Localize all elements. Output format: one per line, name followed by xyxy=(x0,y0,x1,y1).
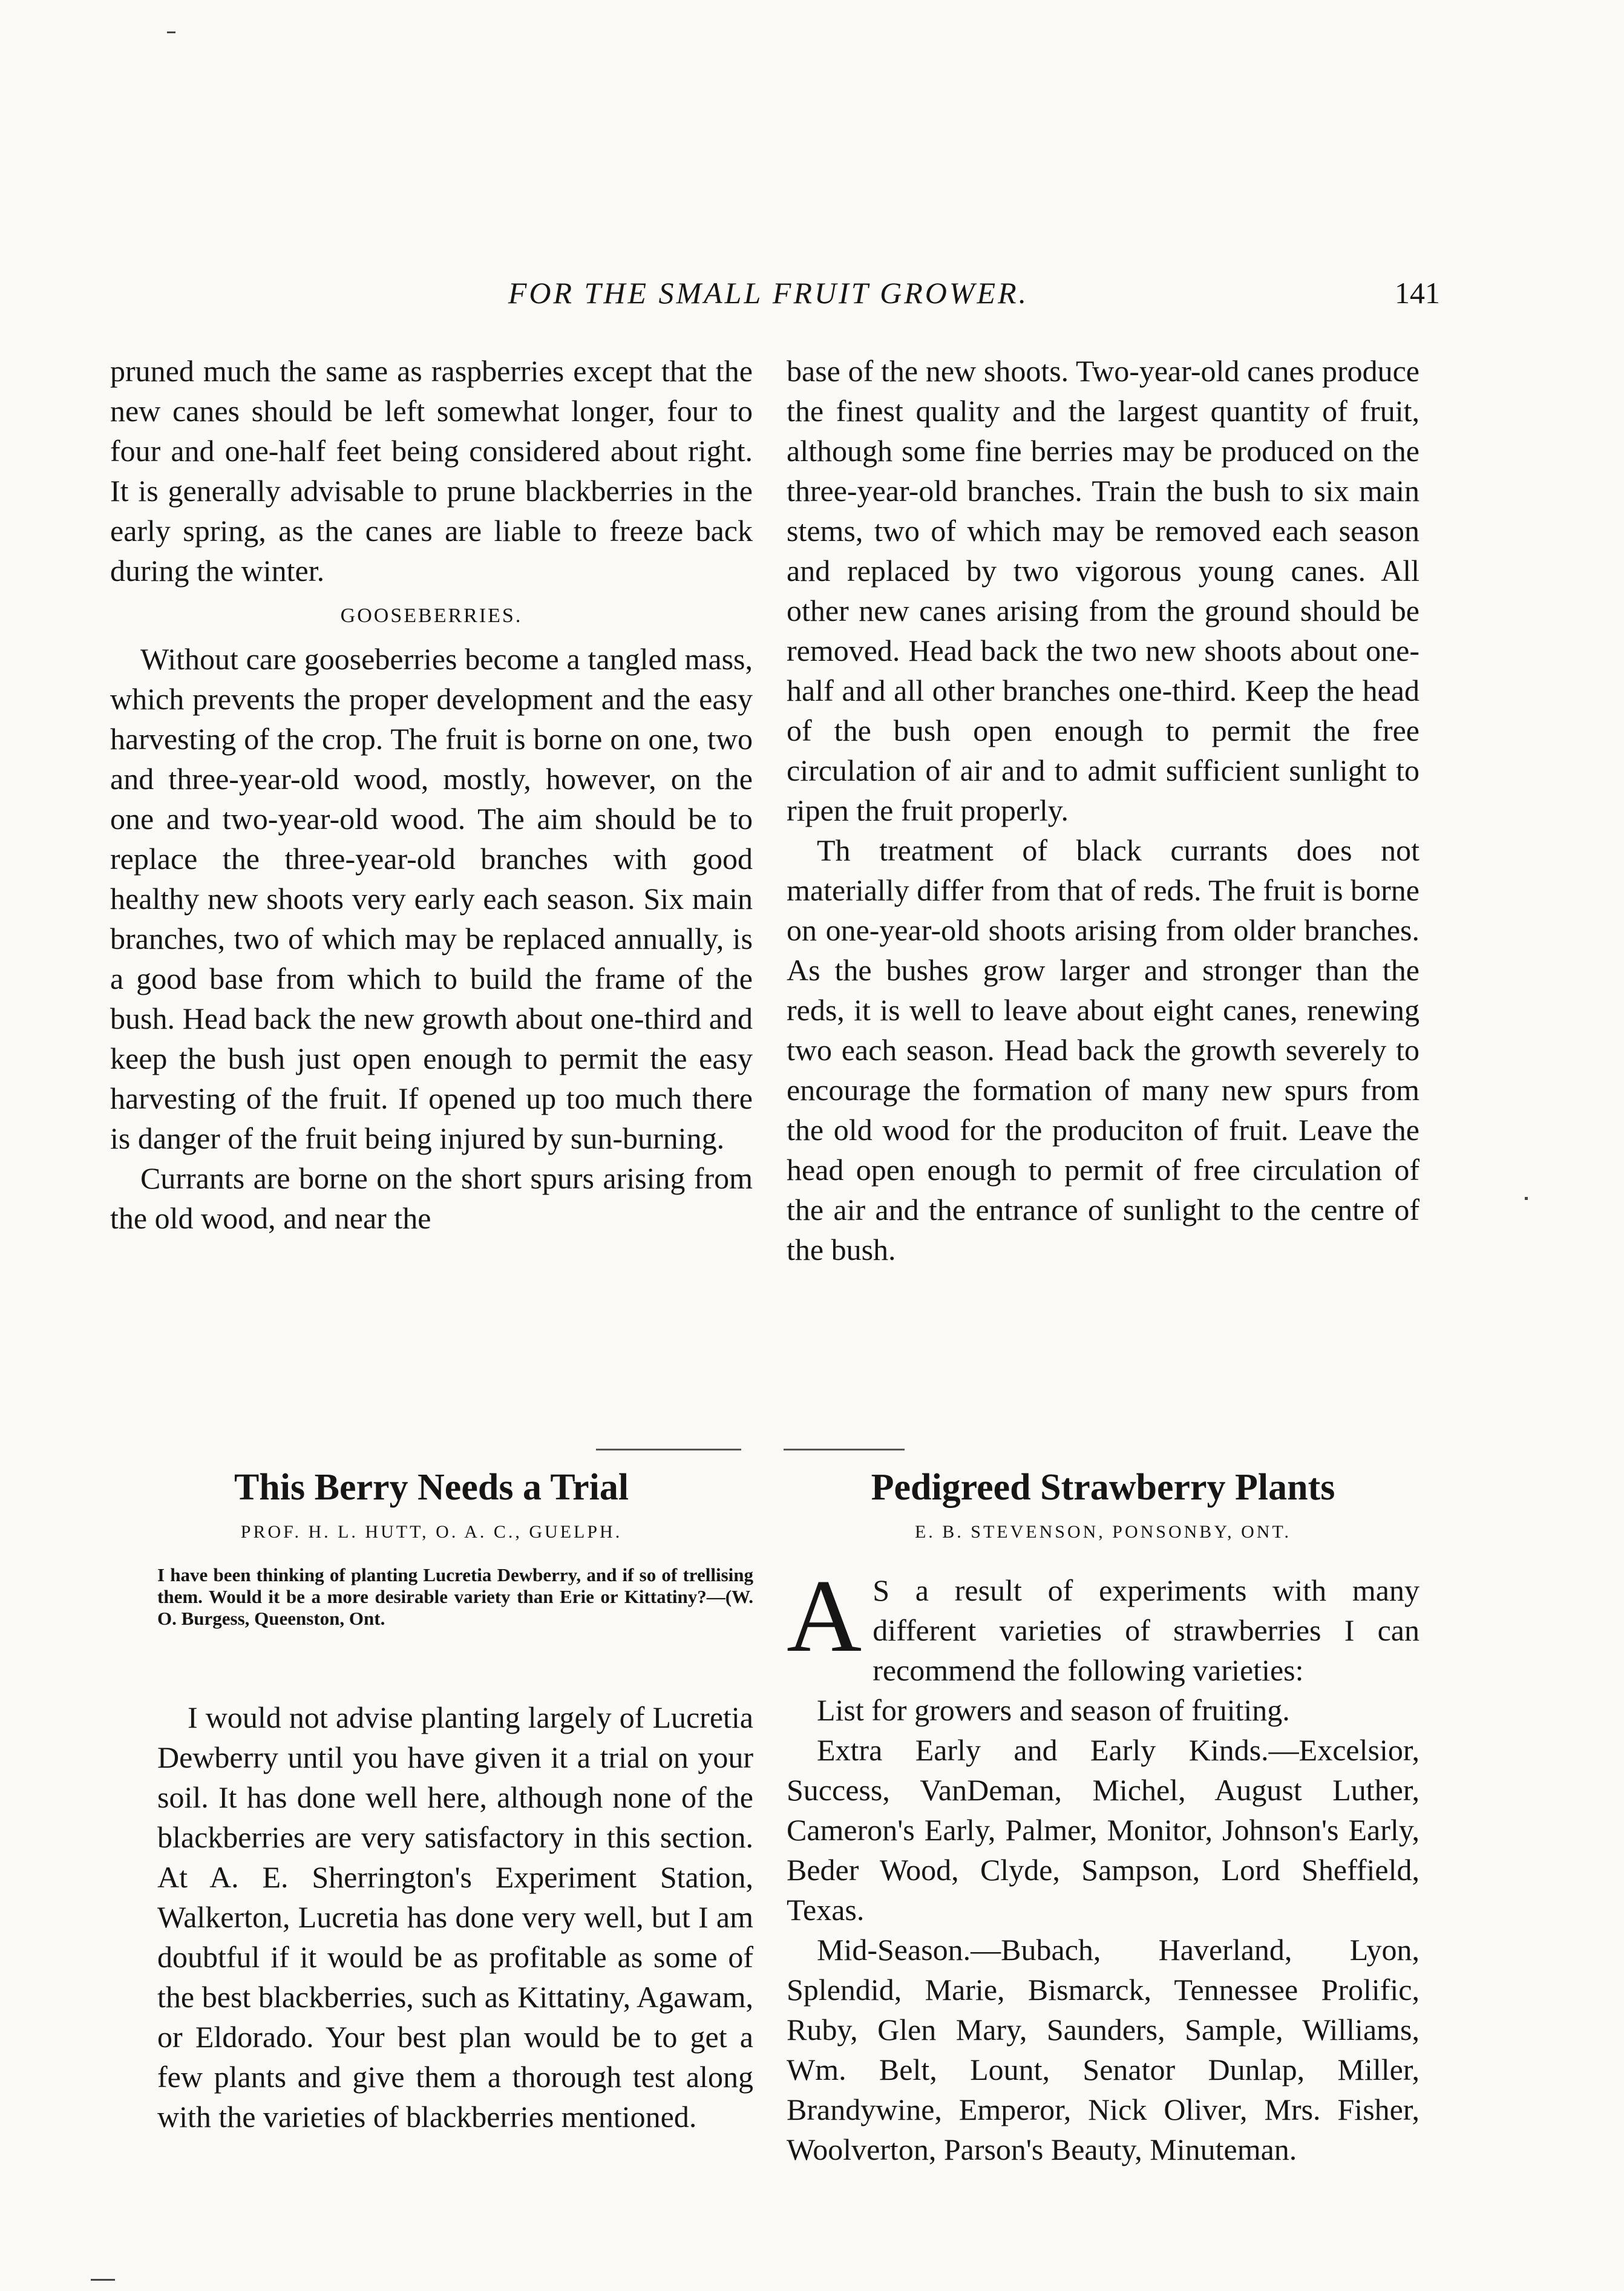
early-varieties: Extra Early and Early Kinds.—Excelsior, Success, VanDeman, Michel, August Luther, Cameron's Early, Palmer, Monitor, Johnson's Early, Beder Wood, Clyde, Sampson, Lord Sheffield, Texas. xyxy=(787,1733,1419,1927)
left-para-2: Without care gooseberries become a tangled mass, which prevents the proper development and the easy harvesting of the crop. The fruit is borne on one, two and three-year-old wood, mostly, however, on the one and two-year-old wood. The aim should be to replace the three-year-old branches with good healthy new shoots very early each season. Six main branches, two of which may be replaced annually, is a good base from which to build the frame of the bush. Head back the new growth about one-third and keep the bush just open enough to permit the easy harvesting of the fruit. If opened up too much there is danger of the fruit being injured by sun-burning. xyxy=(110,642,753,1155)
page-number: 141 xyxy=(1395,276,1440,310)
reader-query: I have been thinking of planting Lucretia Dewberry, and if so of trellising them. Would it be a more desirable variety than Erie or Kittatiny?—(W. O. Burgess, Queenston, Ont. xyxy=(157,1564,753,1629)
intro-text: S a result of experiments with many different varieties of strawberries I can recommend the following varieties: xyxy=(873,1573,1419,1687)
article-title-left: This Berry Needs a Trial xyxy=(234,1467,629,1508)
intro-paragraph xyxy=(787,1559,1419,1690)
section-heading-gooseberries: GOOSEBERRIES. xyxy=(340,605,523,627)
side-mark xyxy=(1525,1197,1528,1200)
drop-cap: A xyxy=(787,1559,862,1674)
article-body-right xyxy=(787,1559,1419,2169)
left-column xyxy=(110,351,753,1238)
mid-season-varieties: Mid-Season.—Bubach, Haverland, Lyon, Splendid, Marie, Bismarck, Tennessee Prolific, Ruby, Glen Mary, Saunders, Sample, Williams, Wm. Belt, Lount, Senator Dunlap, Miller, Brandywine, Emperor, Nick Oliver, Mrs. Fisher, Woolverton, Parson's Beauty, Minuteman. xyxy=(787,1933,1419,2166)
bottom-mark xyxy=(91,2279,115,2281)
right-para-2: Th treatment of black currants does not materially differ from that of reds. The fruit is borne on one-year-old shoots arising from older branches. As the bushes grow larger and stronger than the reds, it is well to leave about eight canes, renewing two each season. Head back the growth severely to encourage the formation of many new spurs from the old wood for the produciton of fruit. Leave the head open enough to permit of free circulation of the air and the entrance of sunlight to the centre of the bush. xyxy=(787,833,1419,1267)
answer-text: I would not advise planting largely of Lucretia Dewberry until you have given it a trial on your soil. It has done well here, although none of the blackberries are very satisfactory in this section. At A. E. Sherrington's Experiment Station, Walkerton, Lucretia has done very well, but I am doubtful if it would be as profitable as some of the best blackberries, such as Kittatiny, Agawam, or Eldorado. Your best plan would be to get a few plants and give them a thorough test along with the varieties of blackberries mentioned. xyxy=(157,1700,753,2134)
column-rule-left xyxy=(596,1449,741,1450)
column-rule-right xyxy=(784,1449,905,1450)
left-para-3: Currants are borne on the short spurs arising from the old wood, and near the xyxy=(110,1161,753,1235)
article-byline-left: PROF. H. L. HUTT, O. A. C., GUELPH. xyxy=(240,1522,623,1542)
article-byline-right: E. B. STEVENSON, PONSONBY, ONT. xyxy=(914,1522,1292,1542)
article-title-right: Pedigreed Strawberry Plants xyxy=(871,1467,1335,1508)
running-title: FOR THE SMALL FRUIT GROWER. xyxy=(508,276,1029,310)
left-para-1: pruned much the same as raspberries except that the new canes should be left somewhat longer, four to four and one-half feet being considered about right. It is generally advisable to prune blackberries in the early spring, as the canes are liable to freeze back during the winter. xyxy=(110,354,753,588)
right-para-1: base of the new shoots. Two-year-old canes produce the finest quality and the largest quantity of fruit, although some fine berries may be produced on the three-year-old branches. Train the bush to six main stems, two of which may be removed each season and replaced by two vigorous young canes. All other new canes arising from the ground should be removed. Head back the two new shoots about one-half and all other branches one-third. Keep the head of the bush open enough to permit the free circulation of air and to admit sufficient sunlight to ripen the fruit properly. xyxy=(787,354,1419,827)
list-intro: List for growers and season of fruiting. xyxy=(817,1693,1290,1727)
margin-mark xyxy=(167,31,175,33)
right-column xyxy=(787,351,1419,1270)
article-body-left xyxy=(157,1697,753,2137)
